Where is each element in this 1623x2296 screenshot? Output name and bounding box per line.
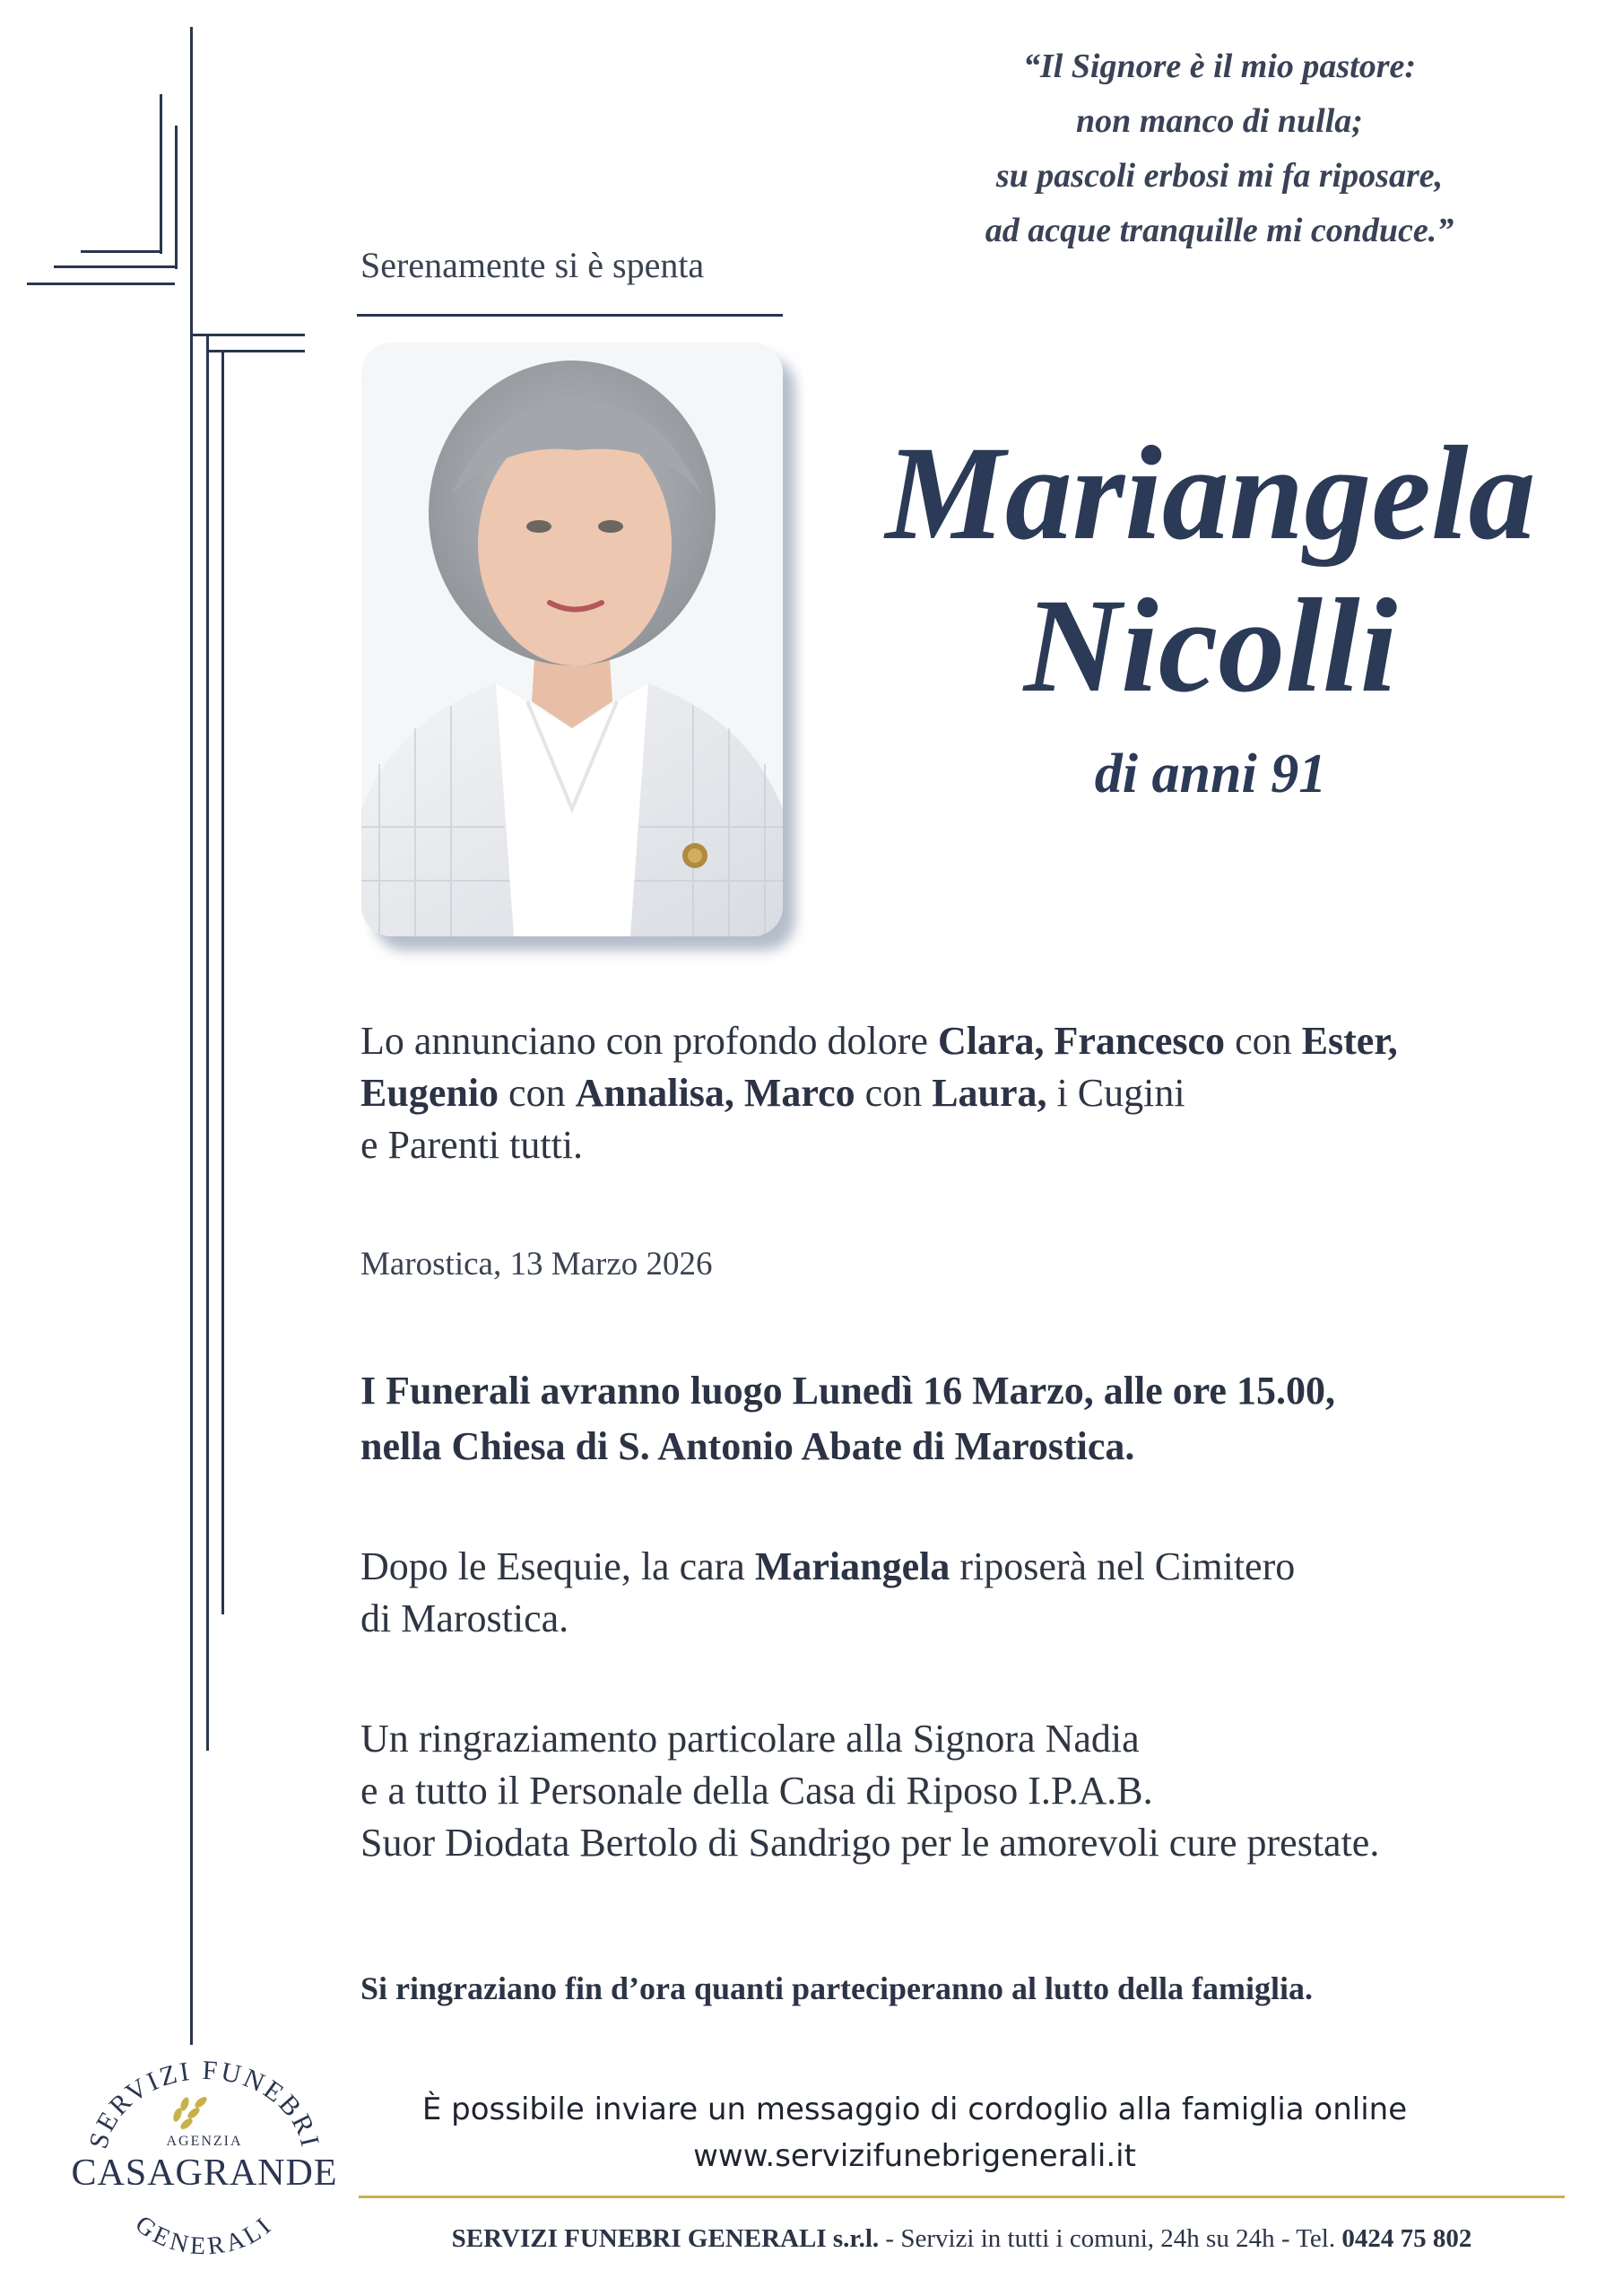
family-names: Laura, — [932, 1071, 1047, 1115]
footer-divider — [359, 2196, 1565, 2198]
phone-number[interactable]: 0424 75 802 — [1341, 2224, 1472, 2253]
funeral-line: I Funerali avranno luogo Lunedì 16 Marzo, alle ore 15.00, — [360, 1369, 1335, 1413]
deceased-first-name: Mariangela — [885, 419, 1536, 568]
cross-line — [206, 334, 209, 1751]
footer-bar — [359, 2224, 1565, 2254]
family-names: Annalisa, Marco — [575, 1071, 855, 1115]
cross-line — [190, 27, 193, 2045]
thanks-text — [360, 1713, 1580, 1869]
logo-mark — [70, 2061, 339, 2276]
text-run: Lo annunciano con profondo dolore — [360, 1019, 938, 1063]
cross-line — [27, 283, 175, 285]
logo-bottom-arc: GENERALI — [129, 2210, 280, 2261]
company-name: SERVIZI FUNEBRI GENERALI s.r.l. — [451, 2224, 880, 2253]
logo-agency: AGENZIA — [166, 2134, 243, 2149]
text-run: con — [855, 1071, 933, 1115]
deceased-last-name: Nicolli — [1023, 571, 1398, 720]
psalm-quote — [861, 39, 1578, 258]
text-run: i Cugini — [1046, 1071, 1185, 1115]
family-names: Clara, Francesco — [937, 1019, 1226, 1063]
quote-line: su pascoli erbosi mi fa riposare, — [995, 157, 1444, 195]
cross-line — [54, 265, 178, 268]
text-run: con — [1225, 1019, 1302, 1063]
deceased-name-mention: Mariangela — [754, 1544, 950, 1588]
intro-text: Serenamente si è spenta — [360, 245, 705, 285]
closing-text: Si ringraziano fin d’ora quanti parteciperanno al lutto della famiglia. — [360, 1970, 1314, 2006]
thanks-line: e a tutto il Personale della Casa di Riposo I.P.A.B. — [360, 1769, 1153, 1813]
text-run: con — [499, 1071, 576, 1115]
quote-line: non manco di nulla; — [1076, 102, 1363, 140]
burial-text — [360, 1541, 1580, 1645]
quote-line: ad acque tranquille mi conduce.” — [985, 212, 1454, 249]
portrait-illustration — [361, 343, 783, 936]
deceased-age: di anni 91 — [1094, 744, 1327, 804]
logo-top-arc: SERVIZI FUNEBRI — [83, 2061, 325, 2152]
family-names: Eugenio — [360, 1071, 499, 1115]
intro-divider — [357, 314, 783, 317]
cross-line — [81, 250, 161, 253]
funeral-details — [360, 1363, 1598, 1474]
text-run: riposerà nel Cimitero — [950, 1544, 1296, 1588]
svg-text:GENERALI — [130, 2210, 279, 2260]
quote-line: “Il Signore è il mio pastore: — [1022, 48, 1417, 85]
portrait-photo — [361, 343, 783, 936]
funeral-line: nella Chiesa di S. Antonio Abate di Marostica. — [360, 1424, 1135, 1468]
online-condolences — [350, 2086, 1480, 2179]
footer-info: - Servizi in tutti i comuni, 24h su 24h - Tel. — [879, 2224, 1342, 2253]
family-names: Ester, — [1301, 1019, 1398, 1063]
thanks-line: Suor Diodata Bertolo di Sandrigo per le amorevoli cure prestate. — [360, 1821, 1380, 1865]
text-run: di Marostica. — [360, 1596, 569, 1640]
thanks-line: Un ringraziamento particolare alla Signora Nadia — [360, 1717, 1140, 1761]
date-place: Marostica, 13 Marzo 2026 — [360, 1246, 713, 1283]
cross-line — [160, 94, 162, 254]
cross-line — [175, 126, 178, 269]
announcement-text — [360, 1015, 1580, 1171]
text-run: Dopo le Esequie, la cara — [360, 1544, 755, 1588]
text-run: e Parenti tutti. — [360, 1123, 584, 1167]
cross-line — [221, 350, 224, 1614]
website-link[interactable]: www.servizifunebrigenerali.it — [693, 2138, 1136, 2174]
online-message: È possibile inviare un messaggio di cordoglio alla famiglia online — [421, 2092, 1408, 2127]
casagrande-logo — [70, 2061, 339, 2276]
logo-name: CASAGRANDE — [71, 2152, 338, 2194]
